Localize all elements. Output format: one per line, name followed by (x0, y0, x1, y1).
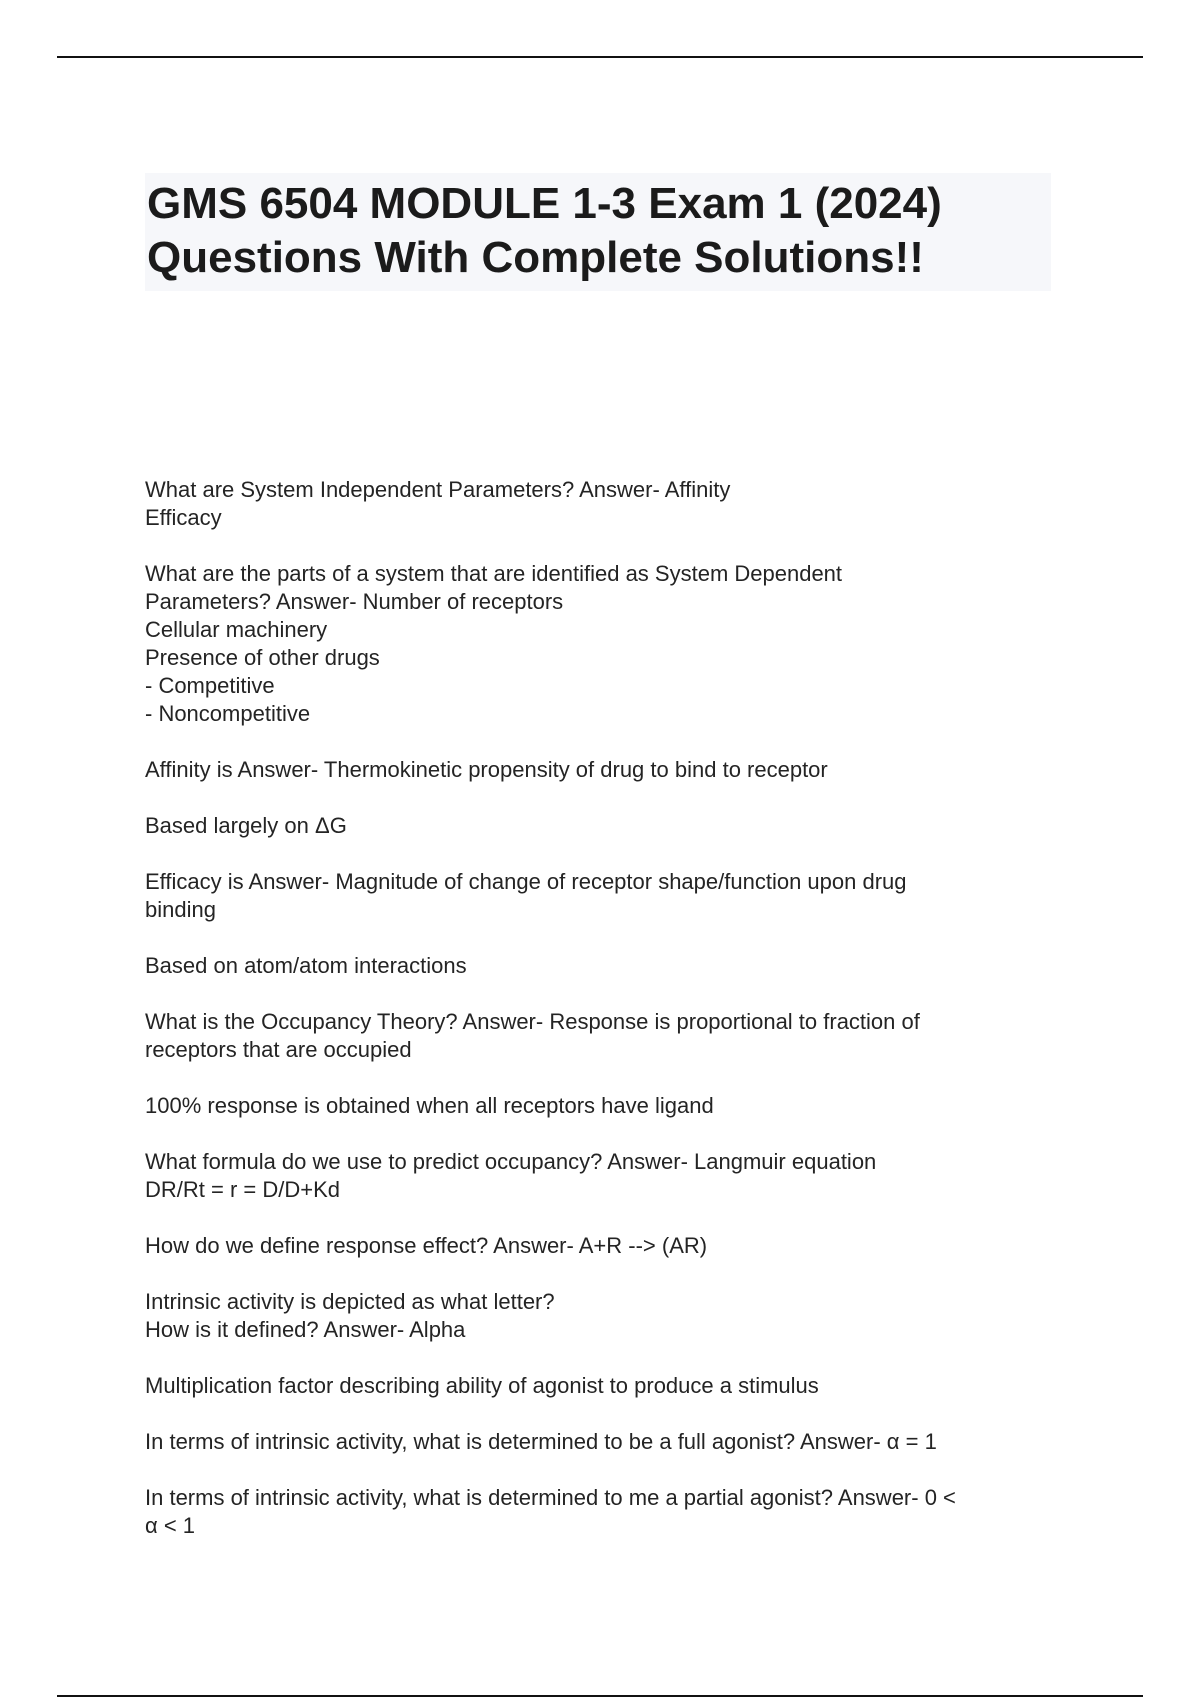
qa-block (145, 952, 1065, 980)
text-line: Intrinsic activity is depicted as what letter? (145, 1289, 555, 1314)
qa-block (145, 1008, 1065, 1064)
qa-block (145, 1092, 1065, 1120)
text-line: How is it defined? Answer- Alpha (145, 1317, 466, 1342)
text-line: receptors that are occupied (145, 1037, 412, 1062)
text-line: Presence of other drugs (145, 645, 380, 670)
text-line: Efficacy (145, 505, 222, 530)
text-line: Based largely on ΔG (145, 813, 347, 838)
text-line: Efficacy is Answer- Magnitude of change of receptor shape/function upon drug (145, 869, 907, 894)
text-line: Cellular machinery (145, 617, 328, 642)
qa-block (145, 560, 1065, 728)
text-line: Parameters? Answer- Number of receptors (145, 589, 564, 614)
text-line: - Noncompetitive (145, 701, 311, 726)
text-line: What is the Occupancy Theory? Answer- Response is proportional to fraction of (145, 1009, 920, 1034)
text-line: What formula do we use to predict occupancy? Answer- Langmuir equation (145, 1149, 877, 1174)
text-line: What are the parts of a system that are identified as System Dependent (145, 561, 843, 586)
text-line: binding (145, 897, 216, 922)
qa-block (145, 1288, 1065, 1344)
text-line: Affinity is Answer- Thermokinetic propensity of drug to bind to receptor (145, 757, 828, 782)
text-line: 100% response is obtained when all receptors have ligand (145, 1093, 714, 1118)
bottom-rule (57, 1695, 1143, 1697)
text-line: DR/Rt = r = D/D+Kd (145, 1177, 341, 1202)
qa-block (145, 1232, 1065, 1260)
text-line: Multiplication factor describing ability of agonist to produce a stimulus (145, 1373, 819, 1398)
qa-block (145, 812, 1065, 840)
qa-block (145, 1428, 1065, 1456)
qa-block (145, 1148, 1065, 1204)
text-line: α < 1 (145, 1513, 196, 1538)
title-line-2: Questions With Complete Solutions!! (147, 233, 924, 282)
text-line: In terms of intrinsic activity, what is determined to me a partial agonist? Answer- 0 < (145, 1485, 956, 1510)
qa-content (145, 476, 1065, 1568)
qa-block (145, 868, 1065, 924)
qa-block (145, 756, 1065, 784)
text-line: In terms of intrinsic activity, what is determined to be a full agonist? Answer- α = 1 (145, 1429, 937, 1454)
title-line-1: GMS 6504 MODULE 1-3 Exam 1 (2024) (147, 179, 942, 228)
text-line: - Competitive (145, 673, 275, 698)
document-title (145, 173, 1051, 291)
text-line: How do we define response effect? Answer- A+R --> (AR) (145, 1233, 708, 1258)
qa-block (145, 476, 1065, 532)
top-rule (57, 56, 1143, 58)
text-line: What are System Independent Parameters? Answer- Affinity (145, 477, 731, 502)
qa-block (145, 1484, 1065, 1540)
qa-block (145, 1372, 1065, 1400)
text-line: Based on atom/atom interactions (145, 953, 467, 978)
